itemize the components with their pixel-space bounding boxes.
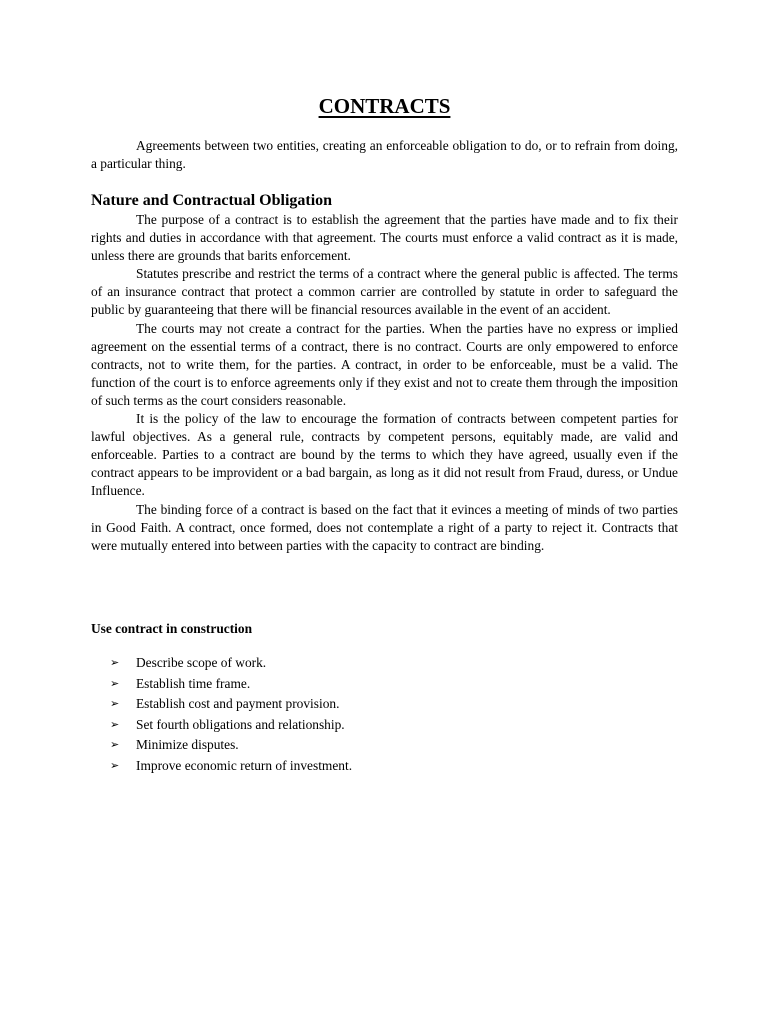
list-item-text: Improve economic return of investment. bbox=[136, 757, 353, 773]
list-item-text: Minimize disputes. bbox=[136, 737, 239, 752]
list-item bbox=[110, 735, 352, 756]
bullet-list bbox=[110, 653, 352, 776]
intro-paragraph: Agreements between two entities, creating an enforceable obligation to do, or to refrain from doing, a particular thing. bbox=[91, 138, 678, 172]
arrow-bullet-icon: ➢ bbox=[110, 738, 120, 751]
paragraph: It is the policy of the law to encourage the formation of contracts between competent parties for lawful objectives. As a general rule, contracts by competent persons, equitably made, are valid and enforceable. Parties to a contract are bound by the terms to which they have agreed, usually even if the contract appears to be improvident or a bad bargain, as long as it did not result from Fraud, duress, or Undue Influence. bbox=[91, 411, 678, 499]
arrow-bullet-icon: ➢ bbox=[110, 758, 120, 772]
section-heading-use: Use contract in construction bbox=[91, 621, 253, 636]
list-item bbox=[110, 756, 352, 777]
paragraph: The purpose of a contract is to establish the agreement that the parties have made and to fix their rights and duties in accordance with that agreement. The courts must enforce a valid contract as it is made, unless there are grounds that barits enforcement. bbox=[91, 212, 678, 264]
list-item-text: Establish cost and payment provision. bbox=[136, 696, 340, 711]
arrow-bullet-icon: ➢ bbox=[110, 697, 120, 710]
intro-block bbox=[91, 137, 678, 173]
list-item-text: Set fourth obligations and relationship. bbox=[136, 716, 345, 732]
list-item bbox=[110, 694, 352, 715]
list-item bbox=[110, 674, 352, 695]
arrow-bullet-icon: ➢ bbox=[110, 717, 120, 731]
paragraph: The courts may not create a contract for the parties. When the parties have no express or implied agreement on the essential terms of a contract, there is no contract. Courts are only empowered to enforce contracts, not to write them, for the parties. A contract, in order to be enforceable, must be a valid. The function of the court is to enforce agreements only if they exist and not to create them through the imposition of such terms as the court considers reasonable. bbox=[91, 320, 678, 408]
list-item bbox=[110, 653, 352, 674]
list-item-text: Describe scope of work. bbox=[136, 655, 267, 670]
page-title: CONTRACTS bbox=[318, 94, 451, 118]
section-heading-nature: Nature and Contractual Obligation bbox=[91, 192, 333, 209]
paragraph: Statutes prescribe and restrict the terms of a contract where the general public is affected. The terms of an insurance contract that protect a common carrier are controlled by statute in order to safeguard the public by guaranteeing that there will be financial resources available in the event of an accident. bbox=[91, 266, 678, 318]
list-item-text: Establish time frame. bbox=[136, 675, 251, 691]
paragraph: The binding force of a contract is based on the fact that it evinces a meeting of minds of two parties in Good Faith. A contract, once formed, does not contemplate a right of a party to reject it. Contracts that were mutually entered into between parties with the capacity to contract are binding. bbox=[91, 501, 678, 553]
arrow-bullet-icon: ➢ bbox=[110, 676, 120, 690]
section-body-nature bbox=[91, 211, 678, 555]
arrow-bullet-icon: ➢ bbox=[110, 656, 120, 669]
list-item bbox=[110, 715, 352, 736]
